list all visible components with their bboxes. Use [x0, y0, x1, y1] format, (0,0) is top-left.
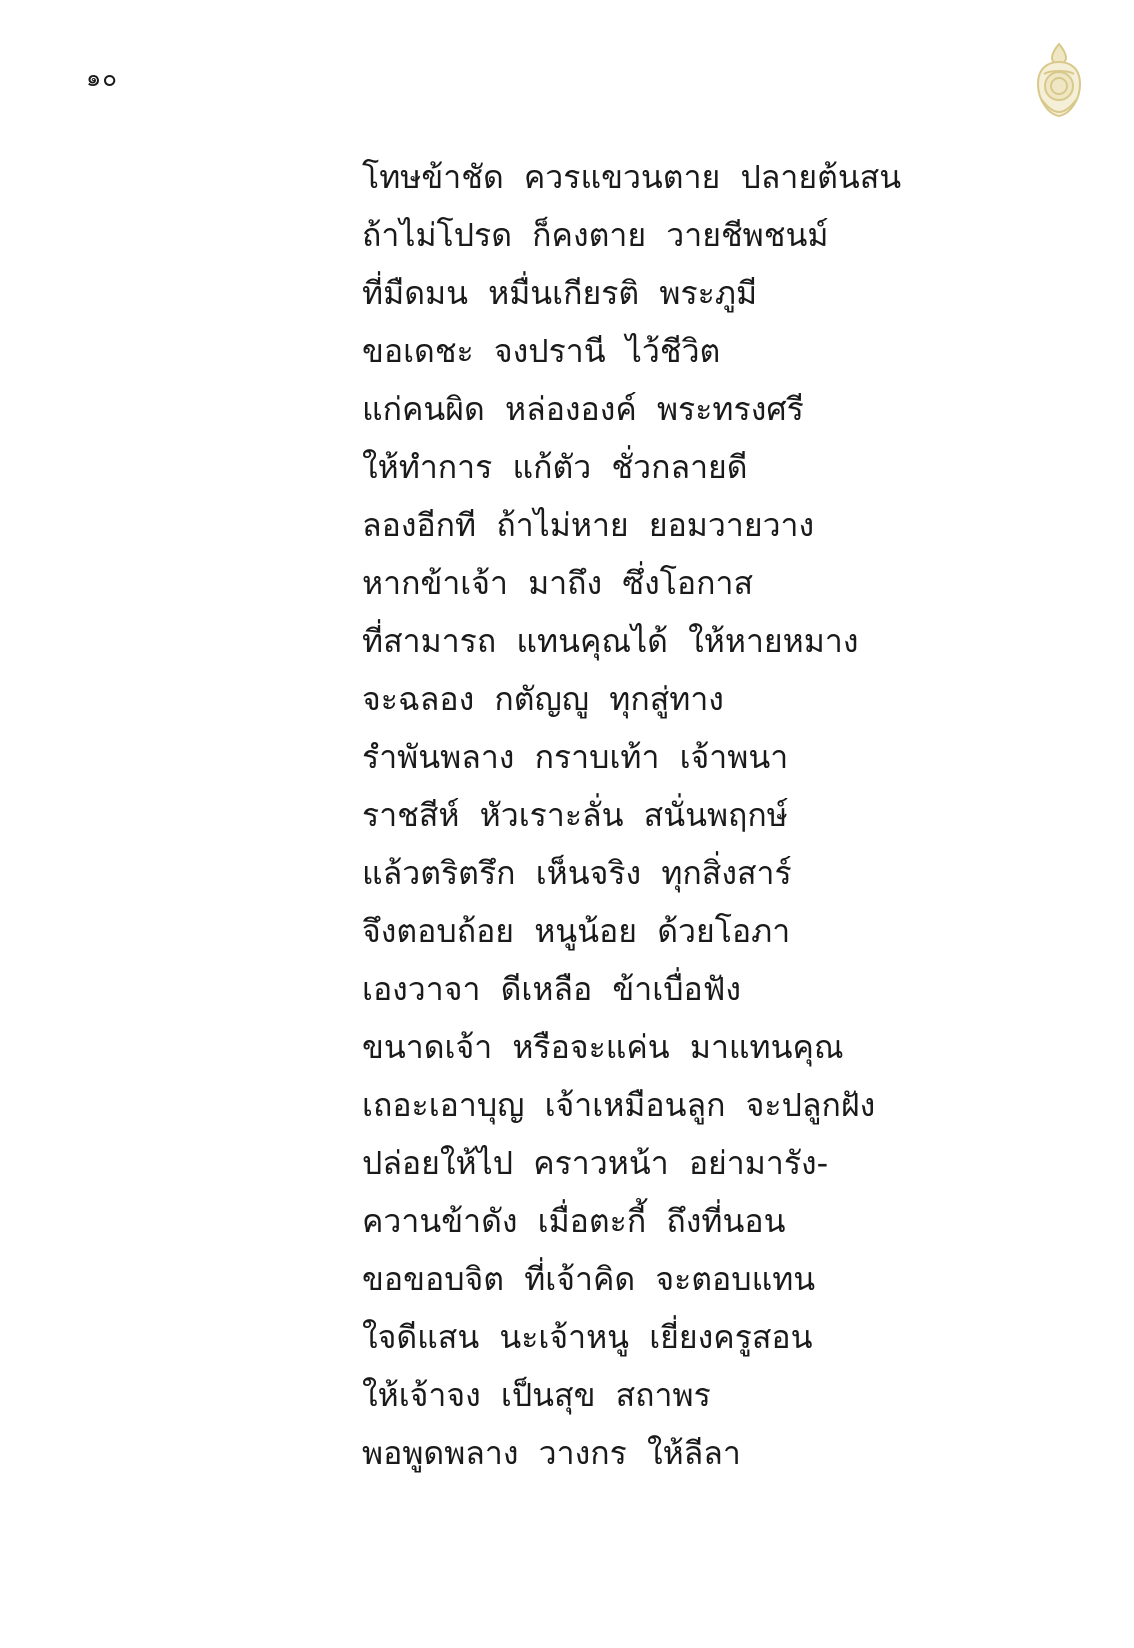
poem-line: รำพันพลาง กราบเท้า เจ้าพนา — [362, 738, 789, 776]
school-emblem-icon — [1030, 40, 1088, 120]
poem-line: ใจดีแสน นะเจ้าหนู เยี่ยงครูสอน — [362, 1318, 813, 1356]
poem-line: ขอเดชะ จงปรานี ไว้ชีวิต — [362, 332, 721, 370]
poem-line: ขอขอบจิต ที่เจ้าคิด จะตอบแทน — [362, 1260, 816, 1298]
poem-line: ควานข้าดัง เมื่อตะกี้ ถึงที่นอน — [362, 1202, 786, 1240]
poem-line: พอพูดพลาง วางกร ให้ลีลา — [362, 1434, 741, 1472]
poem-line: จะฉลอง กตัญญู ทุกสู่ทาง — [362, 680, 724, 718]
poem-line: เองวาจา ดีเหลือ ข้าเบื่อฟัง — [362, 970, 742, 1008]
poem-line: ที่สามารถ แทนคุณได้ ให้หายหมาง — [362, 622, 859, 660]
poem-line: แล้วตริตรึก เห็นจริง ทุกสิ่งสาร์ — [362, 854, 792, 892]
poem-line: ลองอีกที ถ้าไม่หาย ยอมวายวาง — [362, 506, 815, 544]
poem-line: ปล่อยให้ไป คราวหน้า อย่ามารัง- — [362, 1144, 829, 1182]
poem-line: จึงตอบถ้อย หนูน้อย ด้วยโอภา — [362, 912, 791, 950]
poem-line: ให้ทำการ แก้ตัว ชั่วกลายดี — [362, 448, 748, 486]
poem-line: ถ้าไม่โปรด ก็คงตาย วายชีพชนม์ — [362, 216, 829, 254]
poem-line: ให้เจ้าจง เป็นสุข สถาพร — [362, 1376, 711, 1414]
poem-line: โทษข้าชัด ควรแขวนตาย ปลายต้นสน — [362, 158, 902, 196]
poem-line: ราชสีห์ หัวเราะลั่น สนั่นพฤกษ์ — [362, 796, 788, 834]
poem-line: เถอะเอาบุญ เจ้าเหมือนลูก จะปลูกฝัง — [362, 1086, 876, 1124]
poem-line: หากข้าเจ้า มาถึง ซึ่งโอกาส — [362, 564, 753, 602]
poem-line: ที่มืดมน หมื่นเกียรติ พระภูมี — [362, 274, 758, 312]
page-number: ๑๐ — [86, 64, 118, 92]
poem-line: แก่คนผิด หล่ององค์ พระทรงศรี — [362, 390, 804, 428]
poem-line: ขนาดเจ้า หรือจะแค่น มาแทนคุณ — [362, 1028, 844, 1066]
poem — [362, 148, 922, 1482]
